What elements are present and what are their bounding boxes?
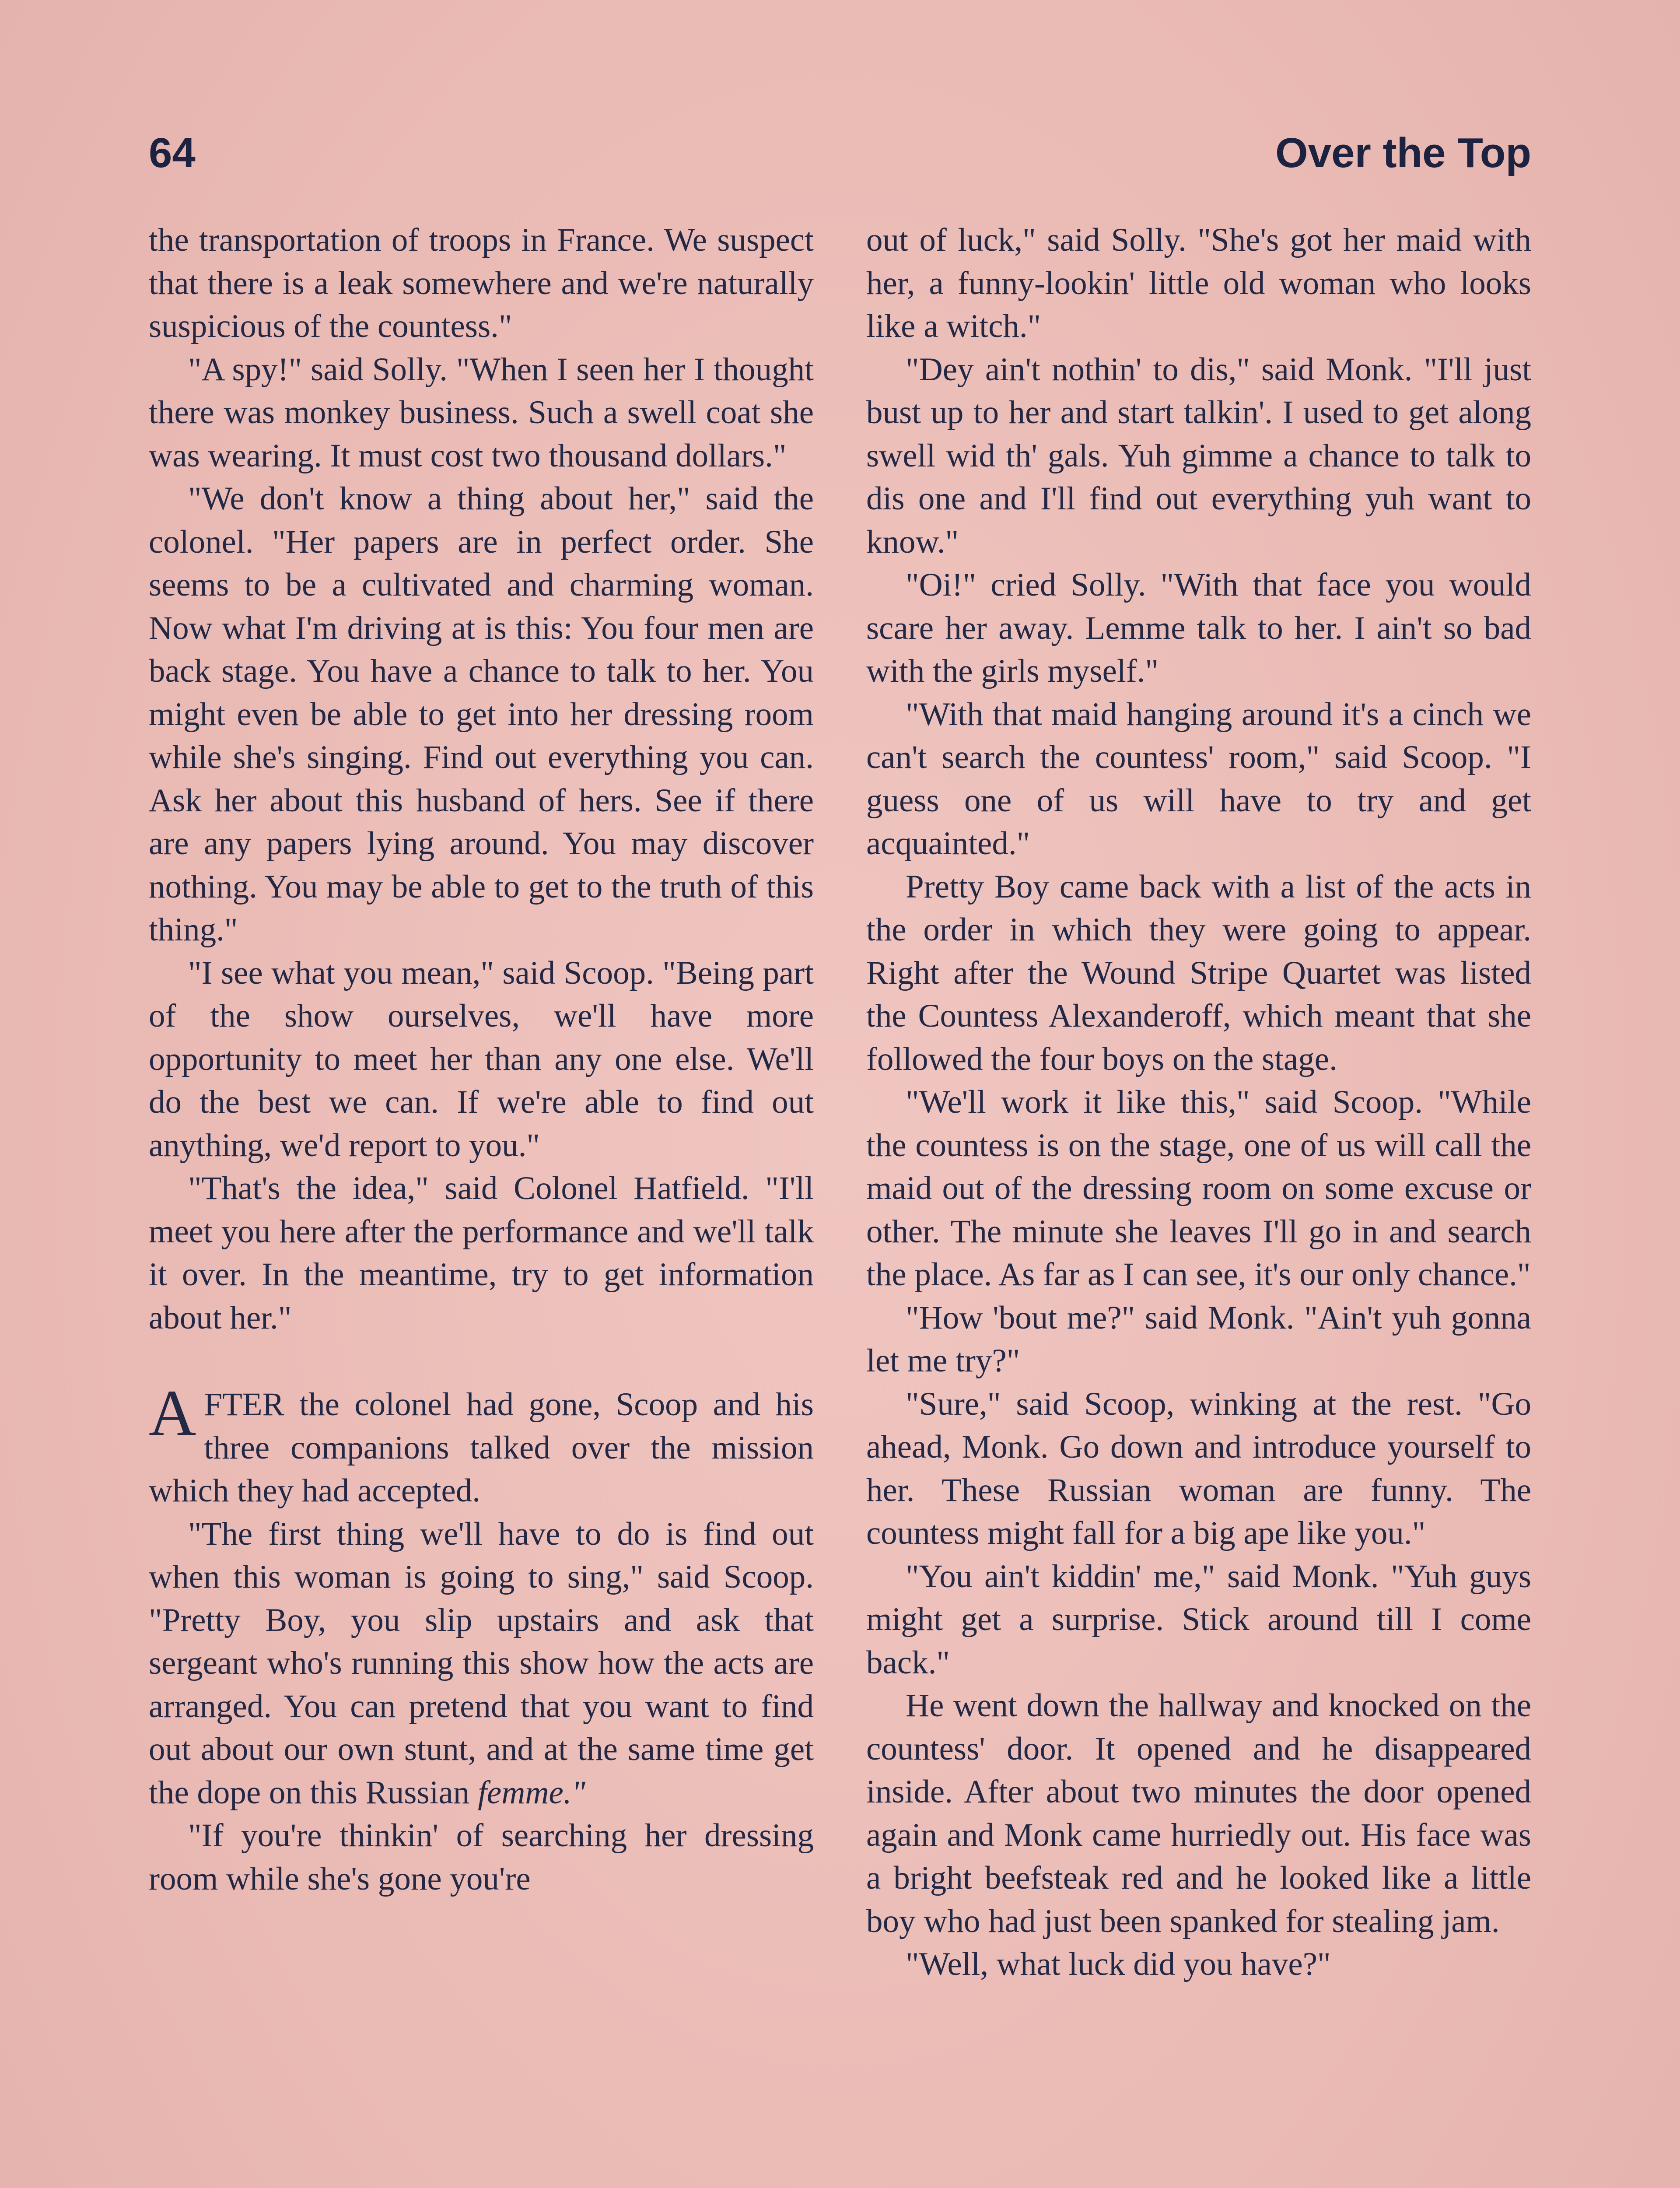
- paragraph: "If you're thinkin' of searching her dressing room while she's gone you're: [149, 1817, 814, 1897]
- paragraph: "Sure," said Scoop, winking at the rest. "Go ahead, Monk. Go down and introduce yourself to her. These Russian woman are funny. The countess might fall for a big ape like you.": [866, 1385, 1531, 1551]
- paragraph: "A spy!" said Solly. "When I seen her I thought there was monkey business. Such a swell coat she was wearing. It must cost two thousand dollars.": [149, 351, 814, 474]
- right-column: [866, 219, 1531, 1986]
- running-head: Over the Top: [1275, 130, 1531, 176]
- italic-word: femme.": [478, 1774, 586, 1811]
- paragraph: "We'll work it like this," said Scoop. "While the countess is on the stage, one of us will call the maid out of the dressing room on some excuse or other. The minute she leaves I'll go in and search the place. As far as I can see, it's our only chance.": [866, 1084, 1531, 1293]
- page-number: 64: [149, 130, 196, 176]
- page-header: [149, 129, 1531, 190]
- paragraph: "You ain't kiddin' me," said Monk. "Yuh guys might get a surprise. Stick around till I come back.": [866, 1558, 1531, 1681]
- paragraph: "With that maid hanging around it's a cinch we can't search the countess' room," said Scoop. "I guess one of us will have to try and get acquainted.": [866, 696, 1531, 862]
- paragraph: "Dey ain't nothin' to dis," said Monk. "I'll just bust up to her and start talkin'. I used to get along swell wid th' gals. Yuh gimme a chance to talk to dis one and I'll find out everything yuh want to know.": [866, 351, 1531, 560]
- paragraph: "Well, what luck did you have?": [906, 1946, 1331, 1982]
- section-opening-paragraph: [149, 1377, 814, 1513]
- paragraph: "I see what you mean," said Scoop. "Being part of the show ourselves, we'll have more opportunity to meet her than any one else. We'll do the best we can. If we're able to find out anything, we'd report to you.": [149, 954, 814, 1164]
- paragraph: out of luck," said Solly. "She's got her maid with her, a funny-lookin' little old woman who looks like a witch.": [866, 222, 1531, 344]
- left-column: [149, 219, 814, 1900]
- paragraph: [149, 1513, 814, 1815]
- paragraph: Pretty Boy came back with a list of the acts in the order in which they were going to appear. Right after the Wound Stripe Quartet was listed the Countess Alexanderoff, which meant that she followed the four boys on the stage.: [866, 868, 1531, 1077]
- paragraph: the transportation of troops in France. We suspect that there is a leak somewhere and we're naturally suspicious of the countess.": [149, 222, 814, 344]
- paragraph: "We don't know a thing about her," said the colonel. "Her papers are in perfect order. She seems to be a cultivated and charming woman. Now what I'm driving at is this: You four men are back stage. You have a chance to talk to her. You might even be able to get into her dressing room while she's singing. Find out everything you can. Ask her about this husband of hers. See if there are any papers lying around. You may discover nothing. You may be able to get to the truth of this thing.": [149, 480, 814, 948]
- paragraph: "How 'bout me?" said Monk. "Ain't yuh gonna let me try?": [866, 1299, 1531, 1379]
- drop-cap: A: [149, 1377, 196, 1449]
- section-opening-text: FTER the colonel had gone, Scoop and his three companions talked over the mission which they had accepted.: [149, 1386, 814, 1509]
- paragraph-text: "The first thing we'll have to do is find out when this woman is going to sing," said Scoop. "Pretty Boy, you slip upstairs and ask that sergeant who's running this show how the acts are arranged. You can pretend that you want to find out about our own stunt, and at the same time get the dope on this Russian: [149, 1515, 814, 1811]
- paragraph: "Oi!" cried Solly. "With that face you would scare her away. Lemme talk to her. I ain't so bad with the girls myself.": [866, 567, 1531, 689]
- paragraph: He went down the hallway and knocked on the countess' door. It opened and he disappeared inside. After about two minutes the door opened again and Monk came hurriedly out. His face was a bright beefsteak red and he looked like a little boy who had just been spanked for stealing jam.: [866, 1687, 1531, 1939]
- paragraph: "That's the idea," said Colonel Hatfield. "I'll meet you here after the performance and we'll talk it over. In the meantime, try to get information about her.": [149, 1170, 814, 1336]
